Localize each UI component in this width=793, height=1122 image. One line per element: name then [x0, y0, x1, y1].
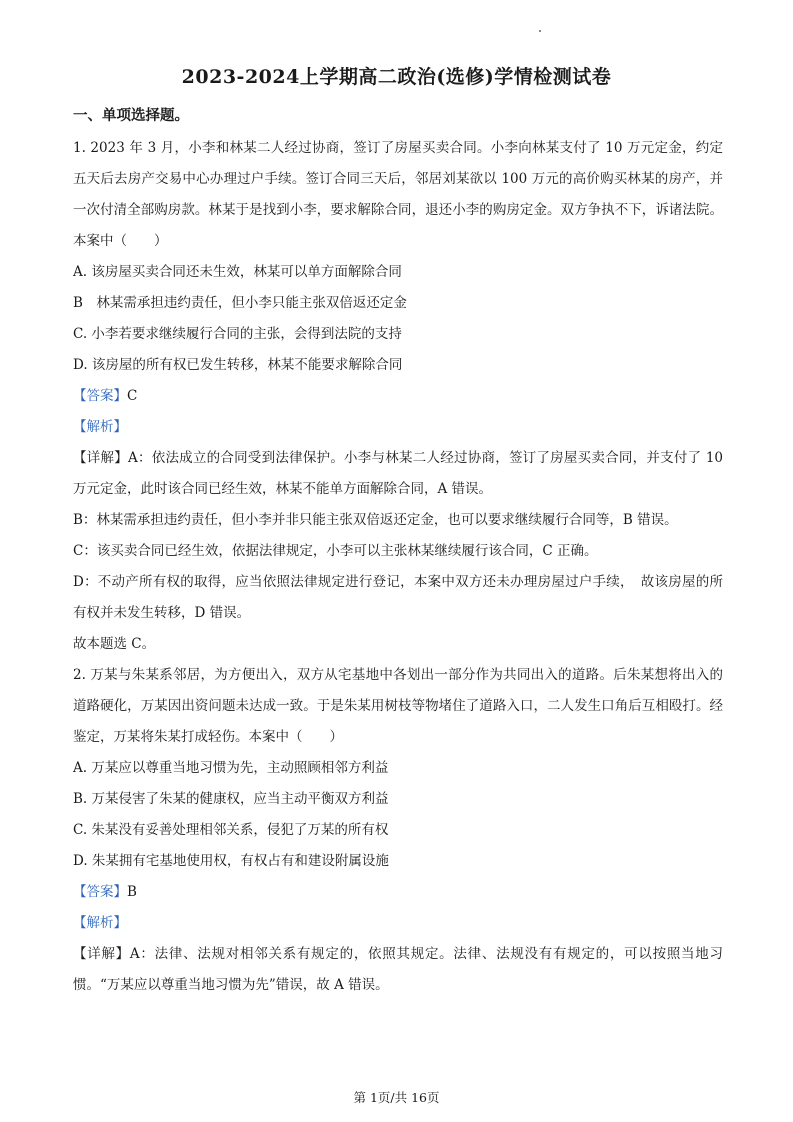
question-1-option-d: D. 该房屋的所有权已发生转移，林某不能要求解除合同 — [73, 357, 403, 373]
detail-a-text: A：依法成立的合同受到法律保护。小李与林某二人经过协商，签订了房屋买卖合同，并支付了 10 万元定金，此时该合同已经生效，林某不能单方面解除合同，A 错误。 — [73, 450, 724, 497]
detail-a-text: A：法律、法规对相邻关系有规定的，依照其规定。法律、法规没有有规定的，可以按照当地习惯。“万某应以尊重当地习惯为先”错误，故 A 错误。 — [73, 946, 724, 993]
question-2-option-a: A. 万某应以尊重当地习惯为先，主动照顾相邻方利益 — [73, 760, 389, 776]
question-2-option-c: C. 朱某没有妥善处理相邻关系，侵犯了万某的所有权 — [73, 822, 389, 838]
analysis-tag: 【解析】 — [73, 419, 127, 435]
question-2-stem: 2. 万某与朱某系邻居，为方便出入，双方从宅基地中各划出一部分作为共同出入的道路。后朱某想将出入的道路硬化，万某因出资问题未达成一致。于是朱某用树枝等物堵住了道路入口，二人发生口角后互相殴打。经鉴定，万某将朱某打成轻伤。本案中（ ） — [73, 667, 723, 745]
scan-dot — [539, 30, 541, 32]
detail-tag: 【详解】 — [73, 946, 130, 962]
question-2-analysis — [73, 908, 723, 939]
answer-value: C — [127, 388, 138, 404]
question-2-option-b: B. 万某侵害了朱某的健康权，应当主动平衡双方利益 — [73, 791, 389, 807]
question-1-option-b: B 林某需承担违约责任，但小李只能主张双倍返还定金 — [73, 295, 407, 311]
answer-tag: 【答案】 — [73, 388, 127, 404]
document-body — [73, 102, 723, 1001]
question-1-detail-c: C：该买卖合同已经生效，依据法律规定，小李可以主张林某继续履行该合同，C 正确。 — [73, 543, 598, 559]
analysis-tag: 【解析】 — [73, 915, 127, 931]
question-1-analysis — [73, 412, 723, 443]
question-1-detail-a — [73, 443, 723, 505]
question-1-detail-b: B：林某需承担违约责任，但小李并非只能主张双倍返还定金，也可以要求继续履行合同等，B 错误。 — [73, 512, 678, 528]
section-heading: 一、单项选择题。 — [73, 107, 189, 124]
answer-tag: 【答案】 — [73, 884, 127, 900]
question-1-option-a: A. 该房屋买卖合同还未生效，林某可以单方面解除合同 — [73, 264, 402, 280]
question-1-stem: 1. 2023 年 3 月，小李和林某二人经过协商，签订了房屋买卖合同。小李向林某支付了 10 万元定金，约定五天后去房产交易中心办理过户手续。签订合同三天后，邻居刘某欲以 100 万元的高价购买林某的房产，并一次付清全部购房款。林某于是找到小李，要求解除合同，退还小李的购房定金。双方争执不下，诉诸法院。本案中（ ） — [73, 140, 723, 249]
question-2-answer — [73, 877, 723, 908]
detail-tag: 【详解】 — [73, 450, 128, 466]
question-2-option-d: D. 朱某拥有宅基地使用权，有权占有和建设附属设施 — [73, 853, 389, 869]
question-1-detail-d: D：不动产所有权的取得，应当依照法律规定进行登记，本案中双方还未办理房屋过户手续， 故该房屋的所有权并未发生转移，D 错误。 — [73, 574, 723, 621]
answer-value: B — [127, 884, 137, 900]
page-footer: 第 1页/共 16页 — [353, 1090, 440, 1105]
page-title: 2023-2024上学期高二政治(选修)学情检测试卷 — [181, 66, 612, 88]
question-1-conclusion: 故本题选 C。 — [73, 636, 156, 652]
question-1-option-c: C. 小李若要求继续履行合同的主张，会得到法院的支持 — [73, 326, 402, 342]
question-1-answer — [73, 381, 723, 412]
question-2-detail-a — [73, 939, 723, 1001]
